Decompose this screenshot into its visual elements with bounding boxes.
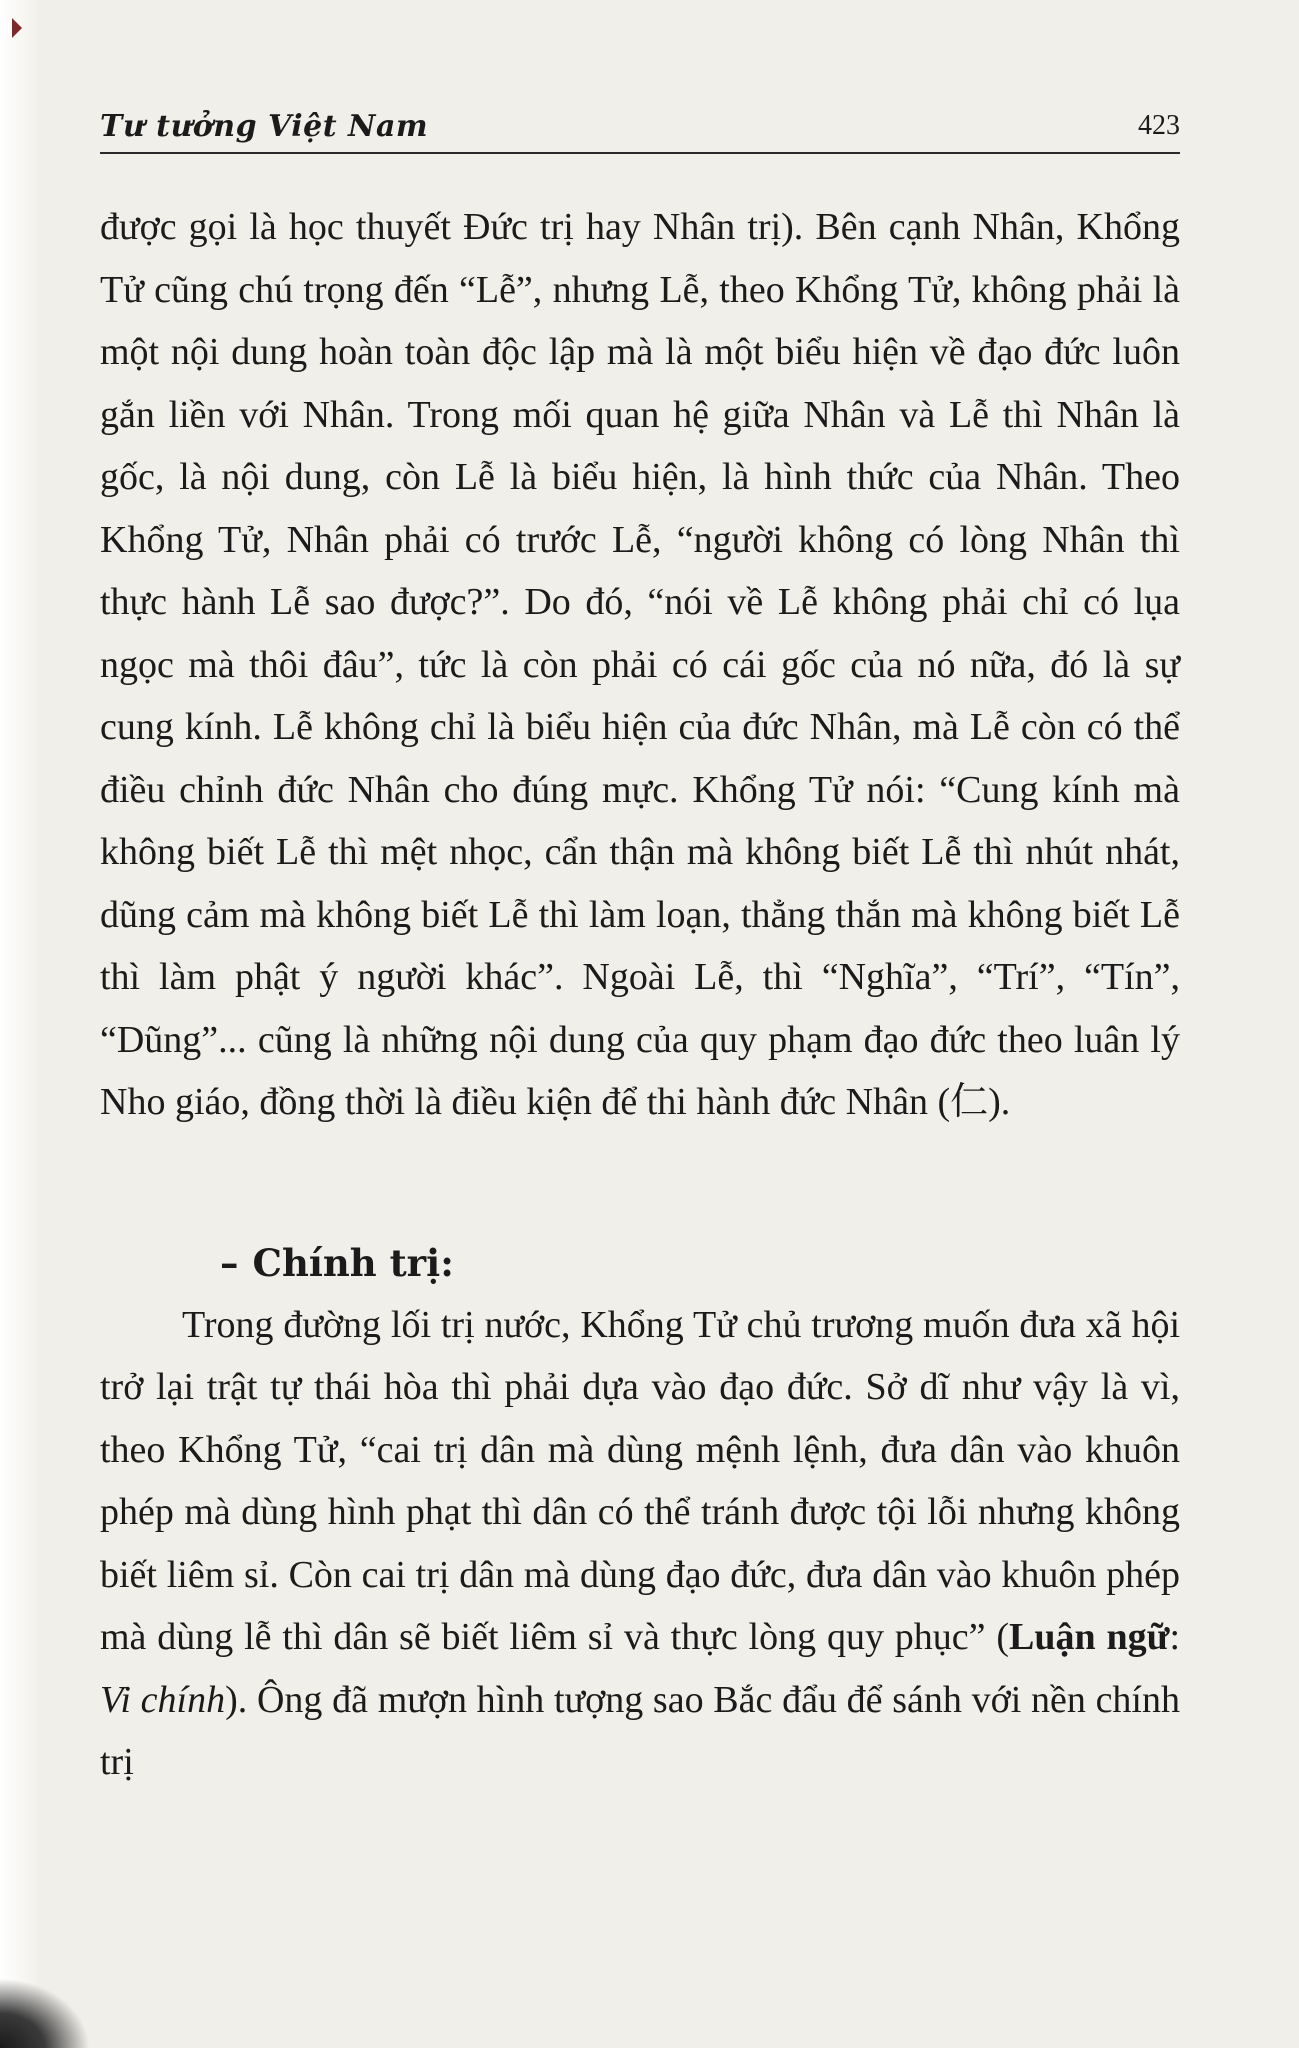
citation-book: Luận ngữ	[1009, 1616, 1170, 1658]
thumb-shadow	[0, 1978, 90, 2048]
book-title: Tư tưởng Việt Nam	[100, 109, 429, 144]
section-paragraph-tail: Ông đã mượn hình tượng sao Bắc đẩu để sánh với nền chính trị	[100, 1678, 1180, 1783]
citation-close: ).	[225, 1678, 248, 1721]
paragraph-continued: được gọi là học thuyết Đức trị hay Nhân trị). Bên cạnh Nhân, Khổng Tử cũng chú trọng đến “Lễ”, nhưng Lễ, theo Khổng Tử, không phải là một nội dung hoàn toàn độc lập mà là một biểu hiện về đạo đức luôn gắn liền với Nhân. Trong mối quan hệ giữa Nhân và Lễ thì Nhân là gốc, là nội dung, còn Lễ là biểu hiện, là hình thức của Nhân. Theo Khổng Tử, Nhân phải có trước Lễ, “người không có lòng Nhân thì thực hành Lễ sao được?”. Do đó, “nói về Lễ không phải chỉ có lụa ngọc mà thôi đâu”, tức là còn phải có cái gốc của nó nữa, đó là sự cung kính. Lễ không chỉ là biểu hiện của đức Nhân, mà Lễ còn có thể điều chỉnh đức Nhân cho đúng mực. Khổng Tử nói: “Cung kính mà không biết Lễ thì mệt nhọc, cẩn thận mà không biết Lễ thì nhút nhát, dũng cảm mà không biết Lễ thì làm loạn, thẳng thắn mà không biết Lễ thì làm phật ý người khác”. Ngoài Lễ, thì “Nghĩa”, “Trí”, “Tín”, “Dũng”... cũng là những nội dung của quy phạm đạo đức theo luân lý Nho giáo, đồng thời là điều kiện để thi hành đức Nhân (仁).	[100, 206, 1180, 1123]
page-number: 423	[1138, 110, 1180, 141]
corner-mark	[12, 18, 22, 38]
book-page	[100, 100, 1180, 1794]
page-edge-shading	[0, 0, 40, 2048]
heading-dash: –	[220, 1240, 239, 1285]
citation-separator: :	[1169, 1616, 1180, 1658]
citation-chapter: Vi chính	[100, 1678, 226, 1721]
section-paragraph	[100, 1294, 1180, 1794]
heading-text: Chính trị:	[252, 1240, 454, 1285]
body-text	[100, 196, 1180, 1794]
section-heading	[100, 1232, 1180, 1294]
section-paragraph-text: Trong đường lối trị nước, Khổng Tử chủ trương muốn đưa xã hội trở lại trật tự thái hòa thì phải dựa vào đạo đức. Sở dĩ như vậy là vì, theo Khổng Tử, “cai trị dân mà dùng mệnh lệnh, đưa dân vào khuôn phép mà dùng hình phạt thì dân có thể tránh được tội lỗi nhưng không biết liêm sỉ. Còn cai trị dân mà dùng đạo đức, đưa dân vào khuôn phép mà dùng lễ thì dân sẽ biết liêm sỉ và thực lòng quy phục” (	[100, 1303, 1180, 1658]
running-header	[100, 100, 1180, 154]
